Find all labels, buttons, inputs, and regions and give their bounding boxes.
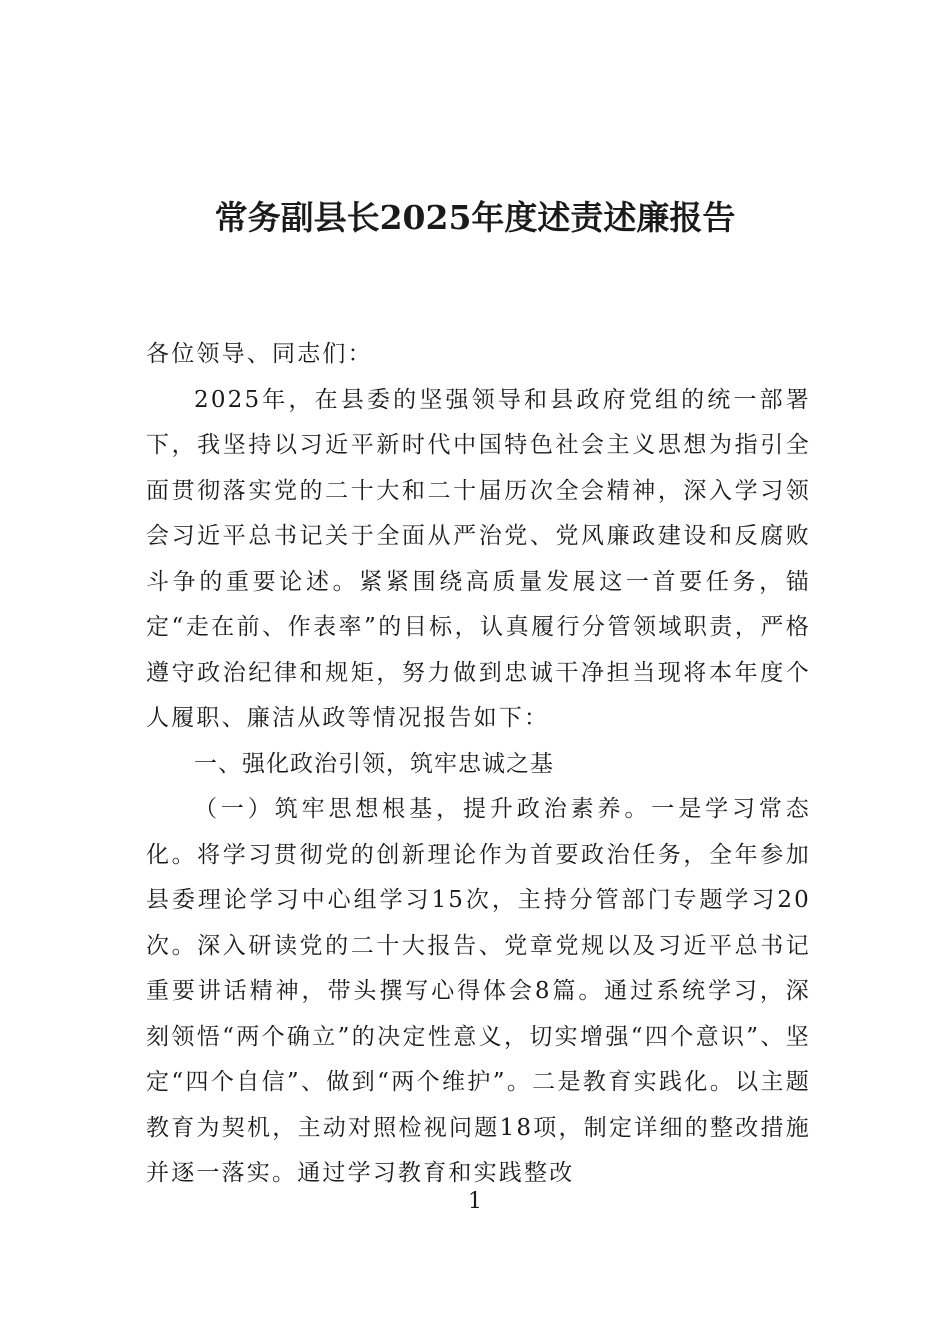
- page-number: 1: [468, 1189, 482, 1214]
- document-title: 常务副县长2025年度述责述廉报告: [214, 198, 736, 237]
- document-body: [146, 332, 811, 1197]
- section-heading: 一、强化政治引领，筑牢忠诚之基: [194, 750, 554, 777]
- subsection-paragraph: （一）筑牢思想根基，提升政治素养。一是学习常态化。将学习贯彻党的创新理论作为首要政治任务，全年参加县委理论学习中心组学习15次，主持分管部门专题学习20次。深入研读党的二十大报告、党章党规以及习近平总书记重要讲话精神，带头撰写心得体会8篇。通过系统学习，深刻领悟“两个确立”的决定性意义，切实增强“四个意识”、坚定“四个自信”、做到“两个维护”。二是教育实践化。以主题教育为契机，主动对照检视问题18项，制定详细的整改措施并逐一落实。通过学习教育和实践整改: [146, 796, 811, 1186]
- salutation: 各位领导、同志们：: [146, 341, 373, 367]
- intro-paragraph: 2025年，在县委的坚强领导和县政府党组的统一部署下，我坚持以习近平新时代中国特色社会主义思想为指引全面贯彻落实党的二十大和二十届历次全会精神，深入学习领会习近平总书记关于全面从严治党、党风廉政建设和反腐败斗争的重要论述。紧紧围绕高质量发展这一首要任务，锚定“走在前、作表率”的目标，认真履行分管领域职责，严格遵守政治纪律和规矩，努力做到忠诚干净担当现将本年度个人履职、廉洁从政等情况报告如下：: [146, 386, 811, 731]
